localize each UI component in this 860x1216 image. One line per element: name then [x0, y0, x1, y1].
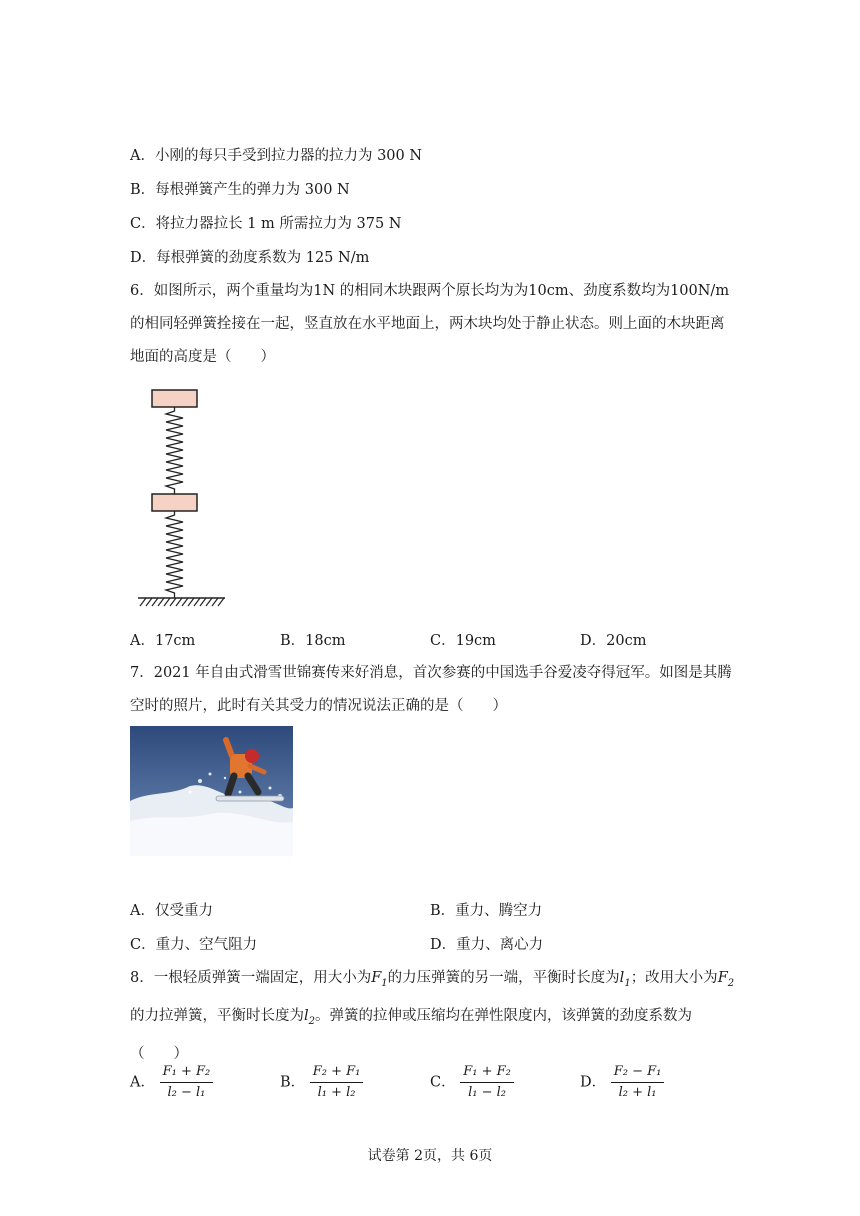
q6-option-c: C．19cm — [430, 633, 496, 649]
q7-option-b: B．重力、腾空力 — [430, 903, 543, 919]
fraction: $\frac{\text{F₁ + F₂}}{\text{l₂ − l₁}}$ — [160, 1064, 214, 1101]
q6-option-d: D．20cm — [580, 633, 647, 649]
fraction: $\frac{\text{F₂ − F₁}}{\text{l₂ + l₁}}$ — [611, 1064, 665, 1101]
q6-question-text: 6．如图所示，两个重量均为1N 的相同木块跟两个原长均为为10cm、劲度系数均为100N/m 的相同轻弹簧拴接在一起，竖直放在水平地面上，两木块均处于静止状态。则上面的木块距离地面的高度是（ ） — [130, 283, 730, 365]
q7-question-text: 7．2021 年自由式滑雪世锦赛传来好消息，首次参赛的中国选手谷爱凌夺得冠军。如图是其腾空时的照片，此时有关其受力的情况说法正确的是（ ） — [130, 665, 732, 714]
q8-option-a: A． $\frac{\text{F₁ + F₂}}{\text{l₂ − l₁}}$ — [130, 1064, 213, 1101]
q8-option-b: B． $\frac{\text{F₂ + F₁}}{\text{l₁ + l₂}}$ — [280, 1064, 363, 1101]
q5-option-b: B．每根弹簧产生的弹力为 300 N — [130, 182, 350, 198]
q6-option-a: A．17cm — [130, 633, 196, 649]
lower-spring — [166, 511, 183, 598]
lower-block — [152, 494, 197, 511]
q6-spring-block-figure — [130, 385, 240, 615]
q7-option-a: A．仅受重力 — [130, 903, 213, 919]
q6-option-b: B．18cm — [280, 633, 346, 649]
q5-option-d: D．每根弹簧的劲度系数为 125 N/m — [130, 250, 370, 266]
q5-option-a: A．小刚的每只手受到拉力器的拉力为 300 N — [130, 148, 423, 164]
ground-hatching — [140, 598, 224, 606]
q8-question-text: 8．一根轻质弹簧一端固定，用大小为$F_1$的力压弹簧的另一端，平衡时长度为$l_1$；改用大小为$F_2$的力拉弹簧，平衡时长度为$l_2$。弹簧的拉伸或压缩均在弹性限度内，该弹簧的劲度系数为（ ） — [130, 970, 735, 1062]
q7-option-c: C．重力、空气阻力 — [130, 937, 258, 953]
q5-option-c: C．将拉力器拉长 1 m 所需拉力为 375 N — [130, 216, 402, 232]
upper-spring — [166, 407, 183, 494]
upper-block — [152, 390, 197, 407]
page-footer: 试卷第 2页，共 6页 — [367, 1148, 493, 1164]
q7-option-d: D．重力、离心力 — [430, 937, 544, 953]
q8-option-d: D． $\frac{\text{F₂ − F₁}}{\text{l₂ + l₁}}$ — [580, 1064, 664, 1101]
fraction: $\frac{\text{F₁ + F₂}}{\text{l₁ − l₂}}$ — [460, 1064, 514, 1101]
q7-skier-photo — [130, 726, 293, 856]
q8-option-c: C． $\frac{\text{F₁ + F₂}}{\text{l₁ − l₂}}$ — [430, 1064, 514, 1101]
fraction: $\frac{\text{F₂ + F₁}}{\text{l₁ + l₂}}$ — [310, 1064, 364, 1101]
